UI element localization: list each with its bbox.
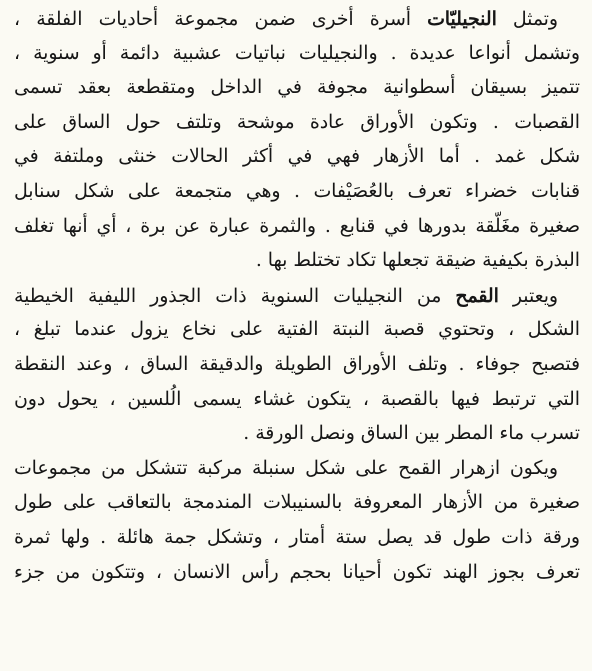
text-segment: تعرف بجوز الهند تكون أحيانا بحجم رأس الانسان ، وتتكون من جزء (14, 561, 580, 583)
text-segment: من النجيليات السنوية ذات الجذور الليفية الخيطية (14, 285, 456, 307)
text-line (14, 417, 580, 452)
text-line (14, 452, 580, 487)
text-segment: وتمثل (496, 9, 558, 30)
text-line (14, 556, 580, 591)
text-segment: قنابات خضراء تعرف بالعُصَيْفات . وهي متجمعة على شكل سنابل (14, 180, 580, 202)
text-segment: وتشمل أنواعا عديدة . والنجيليات نباتيات عشبية دائمة أو سنوية ، (14, 42, 580, 64)
text-segment: الشكل ، وتحتوي قصبة النبتة الفتية على نخاع يزول عندما تبلغ ، (14, 319, 580, 341)
text-line (14, 2, 580, 37)
text-segment: ورقة ذات طول قد يصل ستة أمتار ، وتشكل جمة هائلة . ولها ثمرة (14, 526, 580, 548)
text-segment: البذرة بكيفية ضيقة تجعلها تكاد تختلط بها . (255, 250, 580, 272)
text-line (14, 486, 580, 521)
text-line (14, 71, 580, 106)
bold-term: القمح (455, 284, 499, 307)
text-line (14, 140, 580, 175)
arabic-text-body (14, 2, 580, 590)
text-segment: فتصبح جوفاء . وتلف الأوراق الطويلة والدقيقة الساق ، وعند النقطة (14, 353, 580, 375)
text-segment: ويكون ازهرار القمح على شكل سنبلة مركبة تتشكل من مجموعات (14, 457, 558, 479)
text-segment: أسرة أخرى ضمن مجموعة أحاديات الفلقة ، (14, 9, 428, 30)
text-segment: تتميز بسيقان أسطوانية مجوفة في الداخل ومتقطعة بعقد تسمى (14, 77, 580, 99)
text-segment: ويعتبر (498, 285, 558, 307)
bold-term: النجيليّات (427, 8, 497, 30)
text-line (14, 175, 580, 210)
text-line (14, 210, 580, 245)
text-line (14, 313, 580, 348)
text-line (14, 37, 580, 72)
text-segment: صغيرة مغَلّقة بدورها في قنابع . والثمرة عبارة عن برة ، أي أنها تغلف (14, 215, 580, 237)
text-segment: صغيرة من الأزهار المعروفة بالسنيبلات المندمجة بالتعاقب على طول (14, 492, 580, 514)
text-line (14, 106, 580, 141)
text-line (14, 521, 580, 556)
text-line (14, 244, 580, 279)
text-segment: شكل غمد . أما الأزهار فهي في أكثر الحالات خنثى وملتفة في (14, 146, 580, 168)
text-line (14, 348, 580, 383)
text-line (14, 383, 580, 418)
text-line (14, 279, 580, 314)
text-segment: القصبات . وتكون الأوراق عادة موشحة وتلتف حول الساق على (14, 111, 580, 133)
text-segment: تسرب ماء المطر بين الساق ونصل الورقة . (243, 423, 580, 445)
text-segment: التي ترتبط فيها بالقصبة ، يتكون غشاء يسمى الُلسين ، يحول دون (14, 388, 580, 410)
